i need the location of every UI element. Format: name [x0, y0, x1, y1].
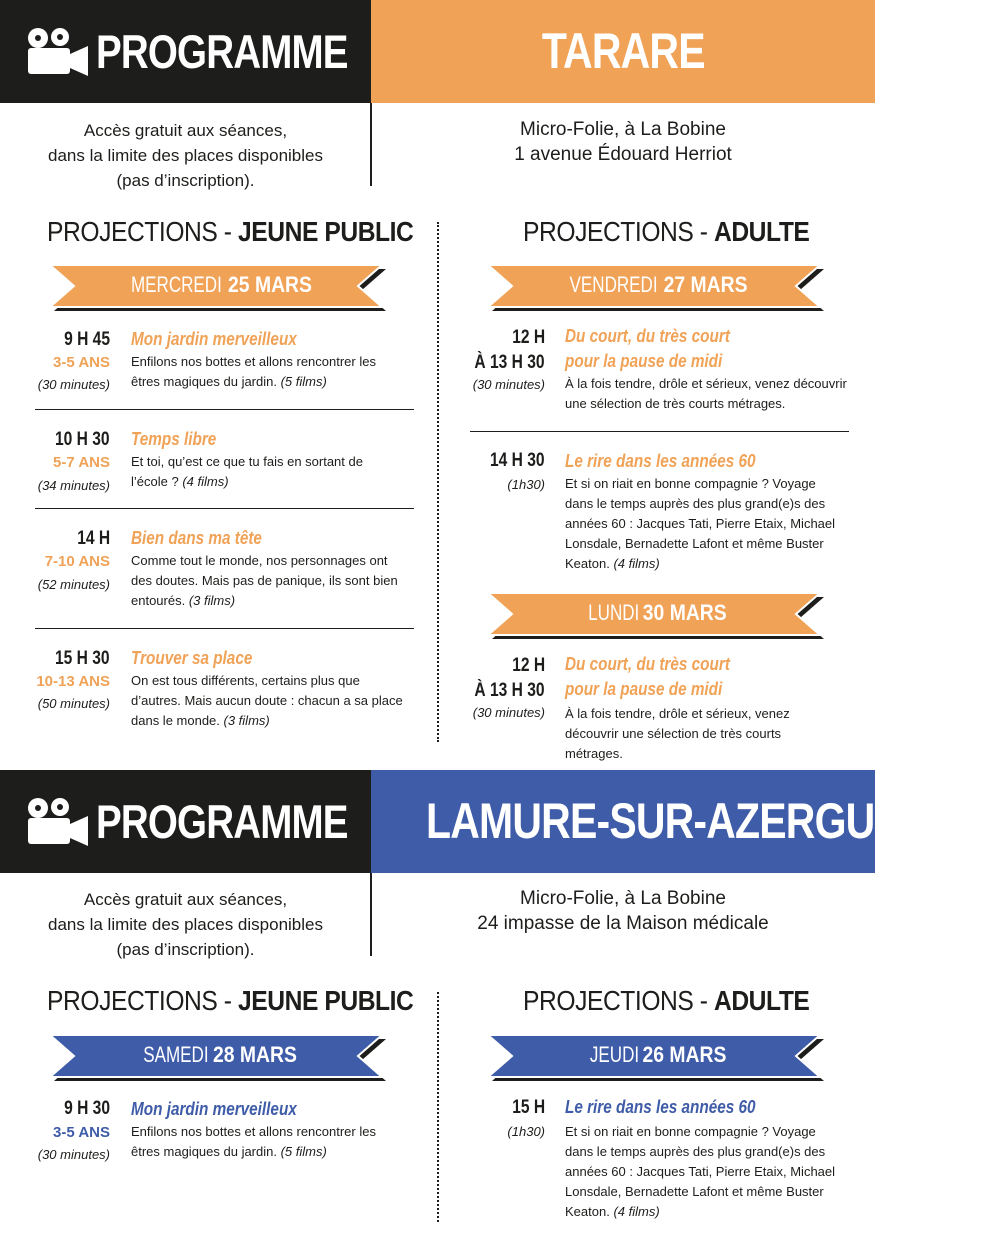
adulte-title: PROJECTIONS - ADULTE: [523, 216, 810, 247]
city-title: TARARE: [541, 23, 705, 79]
access-info: Accès gratuit aux séances, dans la limite des places disponibles (pas d’inscription).: [48, 890, 323, 959]
day-ribbon: JEUDI26 MARS: [486, 1033, 826, 1081]
separator: [35, 409, 414, 410]
day-ribbon: MERCREDI25 MARS: [48, 263, 388, 311]
programme-title: PROGRAMME: [96, 795, 348, 848]
separator: [35, 628, 414, 629]
adulte-title: PROJECTIONS - ADULTE: [523, 985, 810, 1016]
tarare-header-left: [0, 0, 371, 103]
day-ribbon: LUNDI30 MARS: [486, 591, 826, 639]
day-ribbon: VENDREDI27 MARS: [486, 263, 826, 311]
access-info: Accès gratuit aux séances, dans la limite des places disponibles (pas d’inscription).: [48, 121, 323, 190]
film-camera-icon: [24, 796, 90, 848]
separator: [470, 431, 849, 432]
dotted-divider: [437, 222, 439, 742]
day-ribbon: SAMEDI28 MARS: [48, 1033, 388, 1081]
film-camera-icon: [24, 26, 90, 78]
jeune-public-title: PROJECTIONS - JEUNE PUBLIC: [47, 216, 414, 247]
lamure-header-left: [0, 770, 371, 873]
separator: [35, 508, 414, 509]
city-title: LAMURE-SUR-AZERGUES: [426, 793, 928, 849]
jeune-public-title: PROJECTIONS - JEUNE PUBLIC: [47, 985, 414, 1016]
tarare-header-right: [371, 0, 875, 103]
dotted-divider: [437, 992, 439, 1222]
lamure-header-right: [371, 770, 928, 873]
venue-info: Micro-Folie, à La Bobine 24 impasse de la Maison médicale: [477, 888, 769, 934]
venue-info: Micro-Folie, à La Bobine 1 avenue Édouard Herriot: [514, 119, 732, 165]
programme-title: PROGRAMME: [96, 25, 348, 78]
